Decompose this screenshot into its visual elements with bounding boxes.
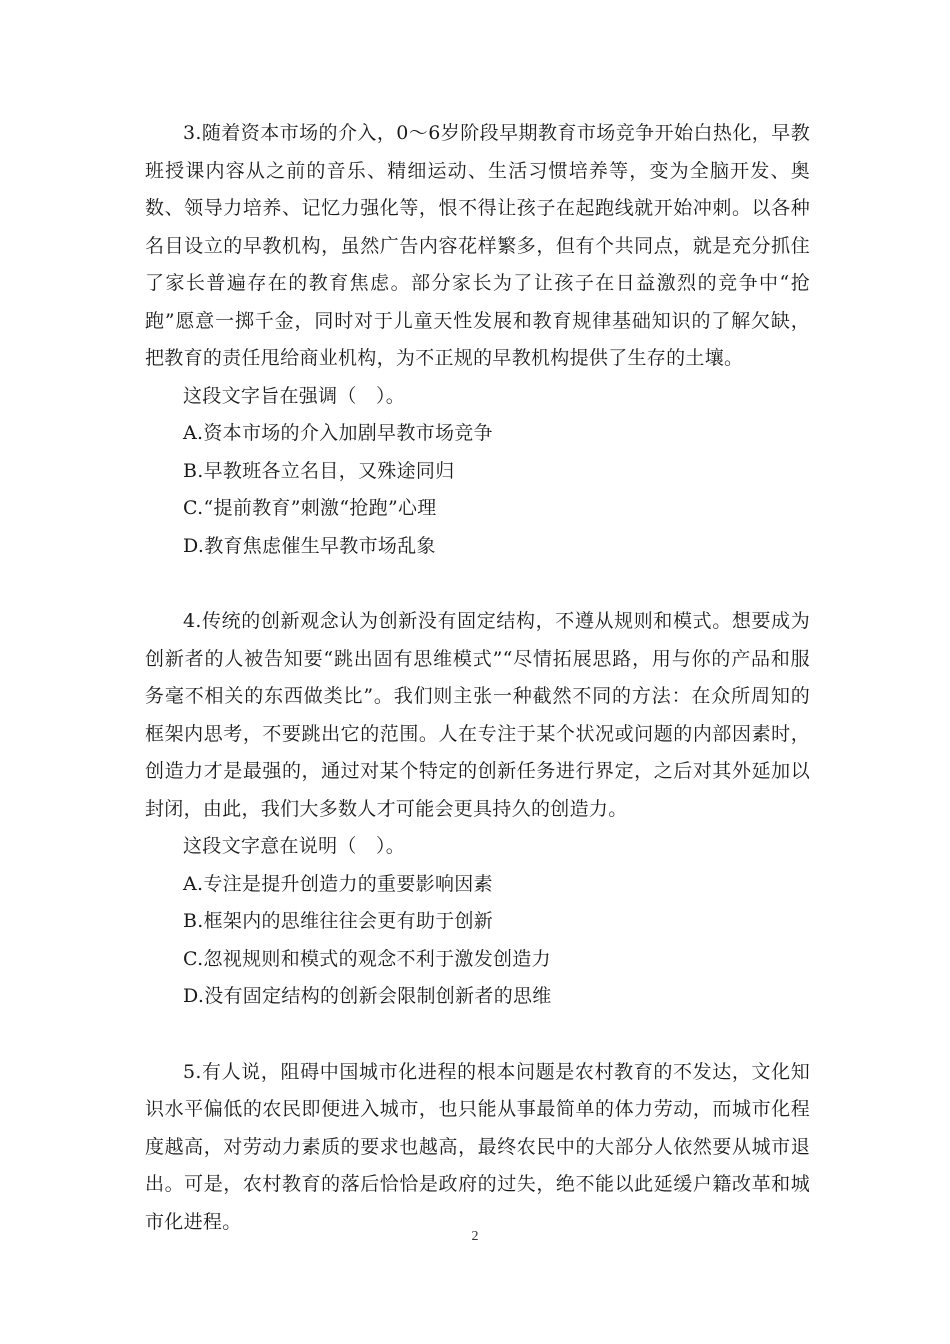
document-page <box>145 115 810 1241</box>
question-stem: 4.传统的创新观念认为创新没有固定结构，不遵从规则和模式。想要成为创新者的人被告知要“跳出固有思维模式”“尽情拓展思路，用与你的产品和服务毫不相关的东西做类比”。我们则主张一种截然不同的方法：在众所周知的框架内思考，不要跳出它的范围。人在专注于某个状况或问题的内部因素时，创造力才是最强的，通过对某个特定的创新任务进行界定，之后对其外延加以封闭，由此，我们大多数人才可能会更具持久的创造力。 <box>145 610 810 820</box>
answer-options <box>145 866 810 1016</box>
question-stem: 5.有人说，阻碍中国城市化进程的根本问题是农村教育的不发达，文化知识水平偏低的农民即便进入城市，也只能从事最简单的体力劳动，而城市化程度越高，对劳动力素质的要求也越高，最终农民中的大部分人依然要从城市退出。可是，农村教育的落后恰恰是政府的过失，绝不能以此延缓户籍改革和城市化进程。 <box>145 1060 810 1233</box>
question-5 <box>145 1054 810 1242</box>
option-c: C.忽视规则和模式的观念不利于激发创造力 <box>183 947 551 970</box>
question-3 <box>145 115 810 565</box>
question-prompt: 这段文字意在说明（ ）。 <box>183 835 406 857</box>
question-prompt: 这段文字旨在强调（ ）。 <box>183 384 406 407</box>
page-number: 2 <box>471 1229 479 1244</box>
option-d: D.没有固定结构的创新会限制创新者的思维 <box>183 985 552 1007</box>
option-b: B.框架内的思维往往会更有助于创新 <box>183 910 494 932</box>
question-stem: 3.随着资本市场的介入，0～6岁阶段早期教育市场竞争开始白热化，早教班授课内容从之前的音乐、精细运动、生活习惯培养等，变为全脑开发、奥数、领导力培养、记忆力强化等，恨不得让孩子在起跑线就开始冲刺。以各种名目设立的早教机构，虽然广告内容花样繁多，但有个共同点，就是充分抓住了家长普遍存在的教育焦虑。部分家长为了让孩子在日益激烈的竞争中“抢跑”愿意一掷千金，同时对于儿童天性发展和教育规律基础知识的了解欠缺，把教育的责任甩给商业机构，为不正规的早教机构提供了生存的土壤。 <box>145 122 810 369</box>
option-c: C.“提前教育”刺激“抢跑”心理 <box>183 497 437 519</box>
option-a: A.资本市场的介入加剧早教市场竞争 <box>183 422 493 444</box>
question-4 <box>145 603 810 1016</box>
option-a: A.专注是提升创造力的重要影响因素 <box>183 872 493 895</box>
option-b: B.早教班各立名目，又殊途同归 <box>183 459 455 482</box>
option-d: D.教育焦虑催生早教市场乱象 <box>183 534 436 557</box>
answer-options <box>145 415 810 565</box>
